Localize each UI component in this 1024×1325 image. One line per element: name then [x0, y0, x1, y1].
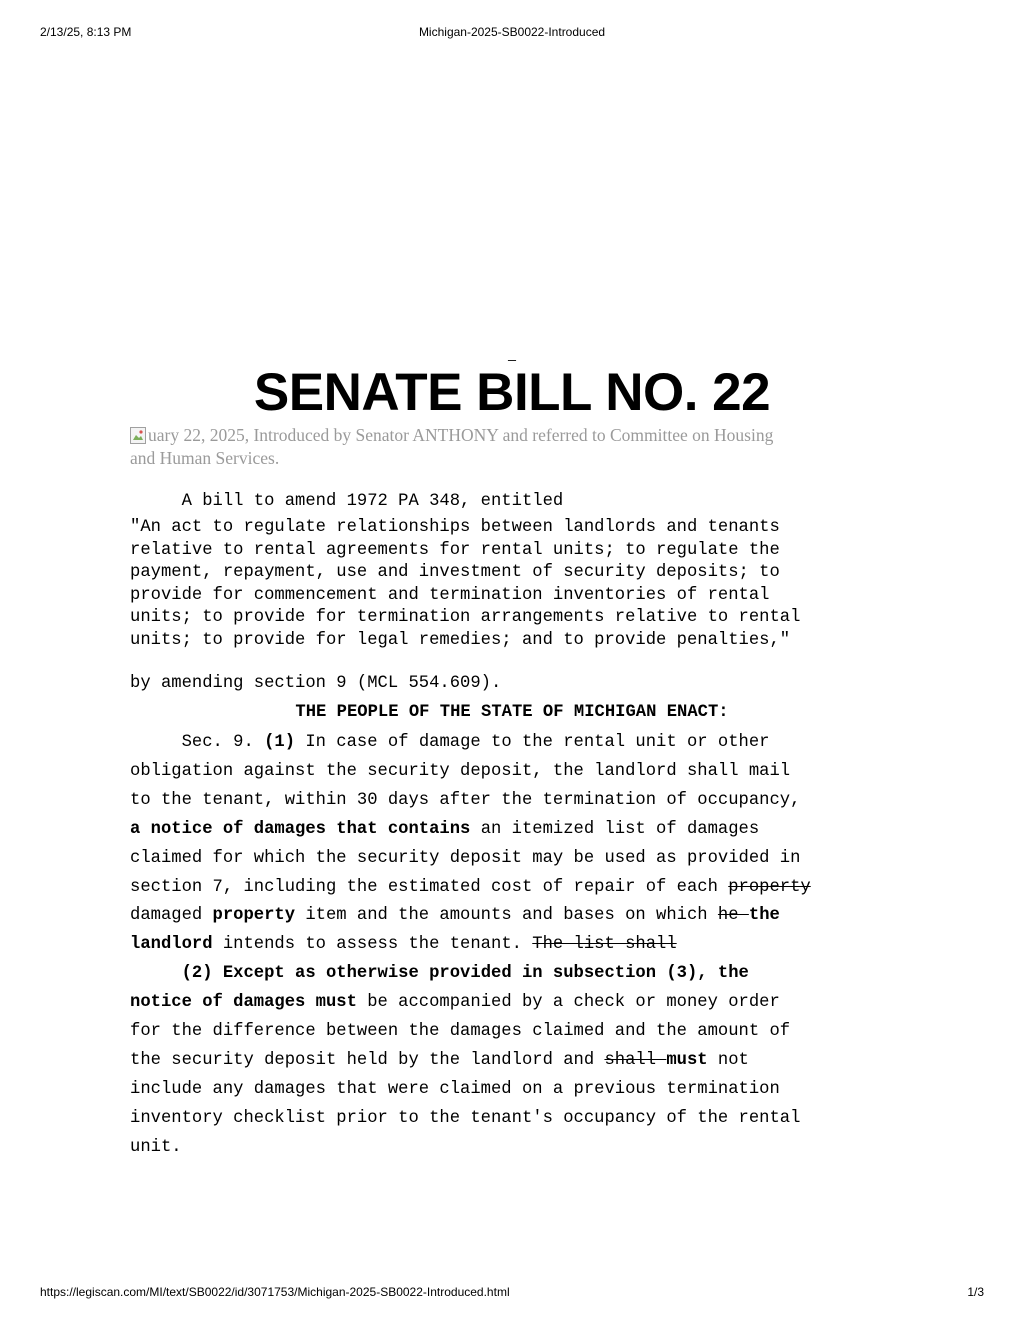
print-page-title: Michigan-2025-SB0022-Introduced: [418, 25, 606, 39]
inserted-text: notice of damages must: [130, 993, 357, 1013]
print-url: https://legiscan.com/MI/text/SB0022/id/3071753/Michigan-2025-SB0022-Introduced.html: [40, 1285, 510, 1299]
title-dash: _: [508, 345, 516, 361]
inserted-text: must: [666, 1050, 708, 1070]
text-run: the security deposit held by the landlord and: [130, 1050, 605, 1070]
inserted-text: property: [212, 906, 296, 926]
act-title-line: "An act to regulate relationships between landlords and tenants: [130, 518, 780, 537]
text-run: inventory checklist prior to the tenant's occupancy of the rental: [130, 1108, 801, 1128]
bill-title: SENATE BILL NO. 22: [253, 363, 771, 422]
text-run: not: [707, 1050, 749, 1070]
section-9-text: [130, 729, 910, 1163]
inserted-text: (2) Except as otherwise provided in subsection (3), the: [181, 964, 749, 984]
act-title-line: provide for commencement and termination inventories of rental: [130, 585, 770, 605]
broken-image-icon: [130, 427, 146, 444]
introduction-line-1: uary 22, 2025, Introduced by Senator ANTHONY and referred to Committee on Housing: [148, 425, 774, 445]
text-run: item and the amounts and bases on which: [295, 906, 718, 926]
print-header: [40, 25, 984, 43]
inserted-text: a notice of damages that contains: [130, 819, 471, 839]
inserted-text: the: [748, 906, 780, 926]
act-title-line: units; to provide for legal remedies; and to provide penalties,": [130, 630, 791, 650]
text-run: section 7, including the estimated cost of repair of each: [130, 877, 729, 897]
struck-text: shall: [604, 1050, 667, 1070]
act-title-line: relative to rental agreements for rental units; to regulate the: [130, 540, 780, 560]
struck-text: The list shall: [532, 935, 677, 955]
enacting-clause: THE PEOPLE OF THE STATE OF MICHIGAN ENACT:: [295, 703, 729, 722]
page-number: 1/3: [967, 1285, 984, 1299]
act-title: [130, 517, 910, 653]
text-run: In case of damage to the rental unit or other: [295, 733, 770, 752]
text-run: unit.: [130, 1137, 182, 1157]
text-run: [130, 964, 182, 983]
struck-text: property: [728, 877, 811, 897]
introduction-note: [130, 424, 870, 470]
text-run: an itemized list of damages: [470, 819, 760, 839]
text-run: claimed for which the security deposit may be used as provided in: [130, 848, 801, 868]
text-run: damaged: [130, 906, 213, 926]
introduction-line-2: and Human Services.: [130, 448, 280, 468]
text-run: include any damages that were claimed on a previous termination: [130, 1079, 780, 1099]
text-run: be accompanied by a check or money order: [356, 993, 780, 1013]
bill-lead: A bill to amend 1972 PA 348, entitled: [130, 492, 564, 511]
text-run: intends to assess the tenant.: [212, 935, 533, 955]
act-title-line: units; to provide for termination arrangements relative to rental: [130, 608, 801, 628]
inserted-text: (1): [264, 733, 296, 752]
act-title-line: payment, repayment, use and investment of security deposits; to: [130, 563, 780, 583]
text-run: for the difference between the damages claimed and the amount of: [130, 1022, 791, 1042]
amending-clause: by amending section 9 (MCL 554.609).: [130, 674, 502, 693]
print-date: 2/13/25, 8:13 PM: [40, 25, 132, 39]
text-run: to the tenant, within 30 days after the termination of occupancy,: [130, 790, 801, 810]
struck-text: he: [717, 906, 749, 926]
print-footer: [40, 1285, 984, 1303]
text-run: Sec. 9.: [130, 733, 265, 752]
inserted-text: landlord: [130, 935, 213, 955]
text-run: obligation against the security deposit, the landlord shall mail: [130, 761, 791, 781]
